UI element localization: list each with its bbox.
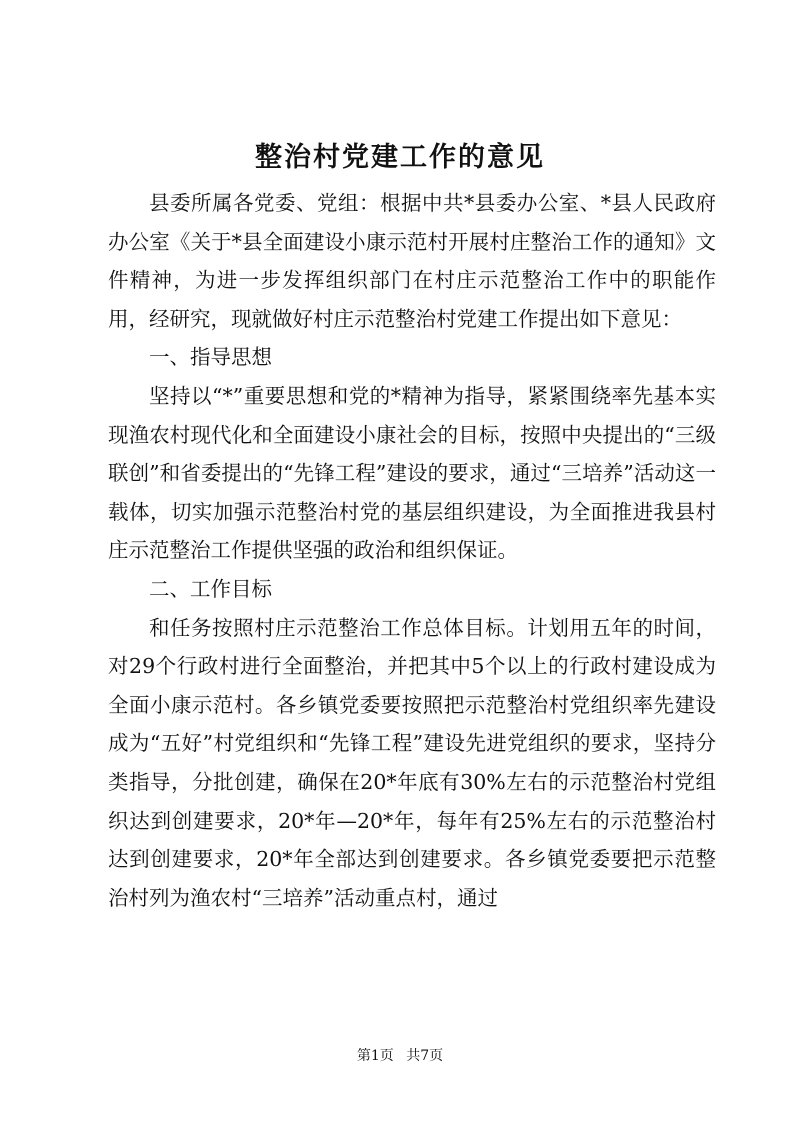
section-heading-guiding-ideology: 一、指导思想: [149, 345, 272, 370]
intro-paragraph: 县委所属各党委、党组：根据中共*县委办公室、*县人民政府办公室《关于*县全面建设小康示范村开展村庄整治工作的通知》文件精神，为进一步发挥组织部门在村庄示范整治工作中的职能作用，经研究，现就做好村庄示范整治村党建工作提出如下意见：: [108, 191, 716, 331]
page-footer: [0, 1046, 800, 1066]
section-heading-work-goals: 二、工作目标: [149, 576, 272, 601]
work-goals-paragraph: 和任务按照村庄示范整治工作总体目标。计划用五年的时间，对29个行政村进行全面整治，并把其中5个以上的行政村建设成为全面小康示范村。各乡镇党委要按照把示范整治村党组织率先建设成为“五好”村党组织和“先锋工程”建设先进党组织的要求，坚持分类指导，分批创建，确保在20*年底有30%左右的示范整治村党组织达到创建要求，20*年—20*年，每年有25%左右的示范整治村达到创建要求，20*年全部达到创建要求。各乡镇党委要把示范整治村列为渔农村“三培养”活动重点村，通过: [108, 615, 716, 910]
document-title: 整治村党建工作的意见: [255, 142, 545, 173]
guiding-ideology-paragraph: 坚持以“*”重要思想和党的*精神为指导，紧紧围绕率先基本实现渔农村现代化和全面建设小康社会的目标，按照中央提出的“三级联创”和省委提出的“先锋工程”建设的要求，通过“三培养”活动这一载体，切实加强示范整治村党的基层组织建设，为全面推进我县村庄示范整治工作提供坚强的政治和组织保证。: [108, 383, 716, 563]
page-number: 第1页: [356, 1048, 394, 1064]
page-total: 共7页: [406, 1048, 444, 1064]
document-body: [108, 184, 716, 917]
